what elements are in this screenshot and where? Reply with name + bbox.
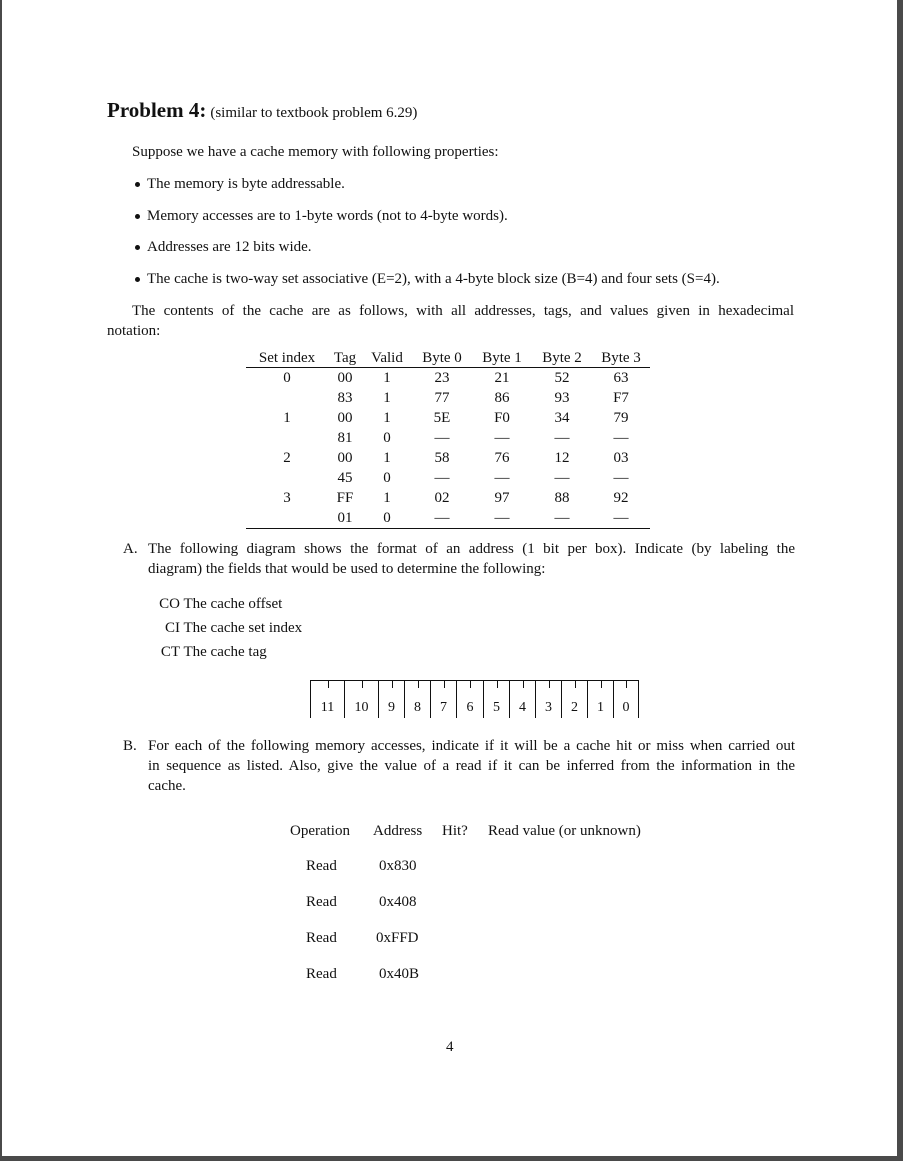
bit-box-tick [362,680,363,688]
part-b-line1: For each of the following memory accesses, indicate if it will be a cache hit or miss when carried out [148,738,795,754]
document-page [2,0,897,1156]
cache-table-cell: 83 [337,389,353,406]
cache-table-cell: 52 [554,369,570,386]
address-bit-label: 2 [571,700,578,715]
bit-box-tick [470,680,471,688]
cache-table-cell [246,508,328,529]
cache-table-row [246,448,650,468]
problem-subtitle: (similar to textbook problem 6.29) [210,105,418,121]
address-bit-label: 10 [354,700,369,715]
part-b-line2: in sequence as listed. Also, give the value of a read if it can be inferred from the information in the [148,758,795,774]
field-ct [152,642,267,662]
intro-text: Suppose we have a cache memory with following properties: [132,144,499,160]
cache-table-cell: 97 [494,489,510,506]
cache-table-cell: — [554,429,570,446]
field-abbr: CT [160,644,180,660]
address-bit-label: 3 [545,700,552,715]
cache-table-cell: 58 [434,449,450,466]
cache-table-cell: 79 [613,409,629,426]
bit-box-tick [626,680,627,688]
address-bit-box[interactable] [510,680,536,718]
header-byte-1: Byte 1 [472,349,532,368]
bullet-item: The cache is two-way set associative (E=2), with a 4-byte block size (B=4) and four sets (S=4). [147,271,720,287]
cache-table-cell: F7 [613,389,629,406]
cache-table-cell: — [494,429,510,446]
cache-table-cell: — [472,508,532,529]
access-op: Read [306,894,337,910]
address-bit-box[interactable] [405,680,431,718]
cache-table-cell: — [592,508,650,529]
address-bit-label: 6 [466,700,474,715]
address-bit-box[interactable] [311,680,345,718]
address-bit-label: 7 [440,700,447,715]
cache-table-cell: — [434,469,450,486]
cache-table-cell: — [613,429,629,446]
address-bit-label: 8 [414,700,421,715]
bit-box-tick [497,680,498,688]
header-byte-0: Byte 0 [412,349,472,368]
cache-table-row [246,408,650,428]
cache-table-cell: 76 [494,449,510,466]
access-addr: 0x408 [379,894,417,910]
field-desc: The cache set index [183,620,303,636]
cache-table-cell: 45 [337,469,353,486]
field-abbr: CI [165,620,180,636]
access-op: Read [306,930,337,946]
bit-box-tick [601,680,602,688]
field-desc: The cache tag [183,644,267,660]
address-bit-box[interactable] [431,680,457,718]
cache-table-cell: 92 [613,489,629,506]
access-header-hit: Hit? [442,823,468,839]
cache-table-cell: 00 [337,409,353,426]
cache-table-cell: 88 [554,489,570,506]
cache-table-row [246,508,650,529]
part-a-letter: A. [123,541,138,557]
part-a-line1: The following diagram shows the format of an address (1 bit per box). Indicate (by labeling the [148,541,795,557]
header-tag: Tag [328,349,362,368]
cache-table-cell [246,468,328,488]
cache-table-cell: 0 [362,508,412,529]
address-bit-label: 0 [622,700,630,715]
access-op: Read [306,858,337,874]
cache-table-cell: 2 [283,449,291,466]
part-b-line3: cache. [148,778,186,794]
cache-table-cell: 77 [434,389,450,406]
address-bit-box[interactable] [588,680,614,718]
address-bit-box[interactable] [345,680,379,718]
cache-table-wrapper [246,349,650,529]
part-a-line2: diagram) the fields that would be used to determine the following: [148,561,546,577]
bit-box-tick [549,680,550,688]
header-byte-3: Byte 3 [592,349,650,368]
cache-table-cell: 5E [433,409,451,426]
problem-heading [107,98,417,123]
address-bit-box[interactable] [562,680,588,718]
cache-table-row [246,368,650,389]
cache-table-cell: 1 [383,489,391,506]
cache-table-row [246,468,650,488]
address-bit-label: 5 [493,700,500,715]
address-bit-label: 4 [519,700,526,715]
header-byte-2: Byte 2 [532,349,592,368]
cache-table-cell: — [412,508,472,529]
cache-table-header-row [246,349,650,368]
cache-table-cell: FF [336,489,354,506]
page-number: 4 [446,1039,454,1055]
cache-table-cell: 0 [283,369,291,386]
access-header-read-value: Read value (or unknown) [488,823,641,839]
bit-box-tick [392,680,393,688]
cache-table-cell: — [434,429,450,446]
bullet-item: The memory is byte addressable. [147,176,345,192]
cache-table-cell: 63 [613,369,629,386]
cache-table-cell: 00 [337,369,353,386]
cache-table-cell: 23 [434,369,450,386]
bullet-dot [135,214,140,219]
cache-table-cell: 1 [383,449,391,466]
field-ci [152,618,302,638]
access-addr: 0x830 [379,858,417,874]
bit-box-tick [444,680,445,688]
bullet-item: Addresses are 12 bits wide. [147,239,312,255]
contents-paragraph-line2: notation: [107,323,161,339]
cache-table-cell: 03 [613,449,629,466]
bullet-dot [135,182,140,187]
cache-table-cell: 01 [328,508,362,529]
header-set-index: Set index [246,349,328,368]
bullet-item: Memory accesses are to 1-byte words (not to 4-byte words). [147,208,508,224]
contents-paragraph-line1: The contents of the cache are as follows, with all addresses, tags, and values given in hexadecimal [132,303,794,319]
cache-table-cell: 34 [554,409,570,426]
cache-table [246,349,650,529]
address-bit-diagram [310,680,639,718]
cache-table-cell [246,428,328,448]
access-op: Read [306,966,337,982]
cache-table-cell: 93 [554,389,570,406]
part-b-letter: B. [123,738,137,754]
bullet-dot [135,245,140,250]
address-bit-box[interactable] [536,680,562,718]
problem-title: Problem 4: [107,98,207,122]
cache-table-cell: 1 [283,409,291,426]
bullet-dot [135,277,140,282]
cache-table-cell: 81 [337,429,353,446]
cache-table-row [246,488,650,508]
bit-box-tick [418,680,419,688]
address-bit-box[interactable] [379,680,405,718]
bit-box-tick [328,680,329,688]
cache-table-cell: — [554,469,570,486]
address-bit-label: 1 [597,700,604,715]
field-desc: The cache offset [183,596,283,612]
cache-table-cell: 12 [554,449,570,466]
field-abbr: CO [159,596,180,612]
cache-table-cell: — [494,469,510,486]
cache-table-row [246,388,650,408]
address-bit-box[interactable] [484,680,510,718]
cache-table-cell: 00 [337,449,353,466]
cache-table-cell: 1 [383,369,391,386]
cache-table-cell: 3 [283,489,291,506]
cache-table-cell [246,388,328,408]
access-header-address: Address [373,823,423,839]
cache-table-cell: F0 [494,409,510,426]
cache-table-cell: 1 [383,409,391,426]
address-bit-label: 9 [388,700,395,715]
field-co [152,594,282,614]
cache-table-cell: 0 [383,469,391,486]
cache-table-cell: 02 [434,489,450,506]
access-addr: 0xFFD [376,930,419,946]
cache-table-cell: 21 [494,369,510,386]
cache-table-cell: 0 [383,429,391,446]
bit-box-tick [575,680,576,688]
address-bit-box[interactable] [614,680,638,718]
access-addr: 0x40B [379,966,420,982]
cache-table-cell: 86 [494,389,510,406]
access-header-operation: Operation [290,823,350,839]
cache-table-cell: — [613,469,629,486]
cache-table-row [246,428,650,448]
address-bit-box[interactable] [457,680,484,718]
header-valid: Valid [362,349,412,368]
cache-table-cell: 1 [383,389,391,406]
address-bit-label: 11 [320,700,335,715]
cache-table-cell: — [532,508,592,529]
bit-box-tick [523,680,524,688]
